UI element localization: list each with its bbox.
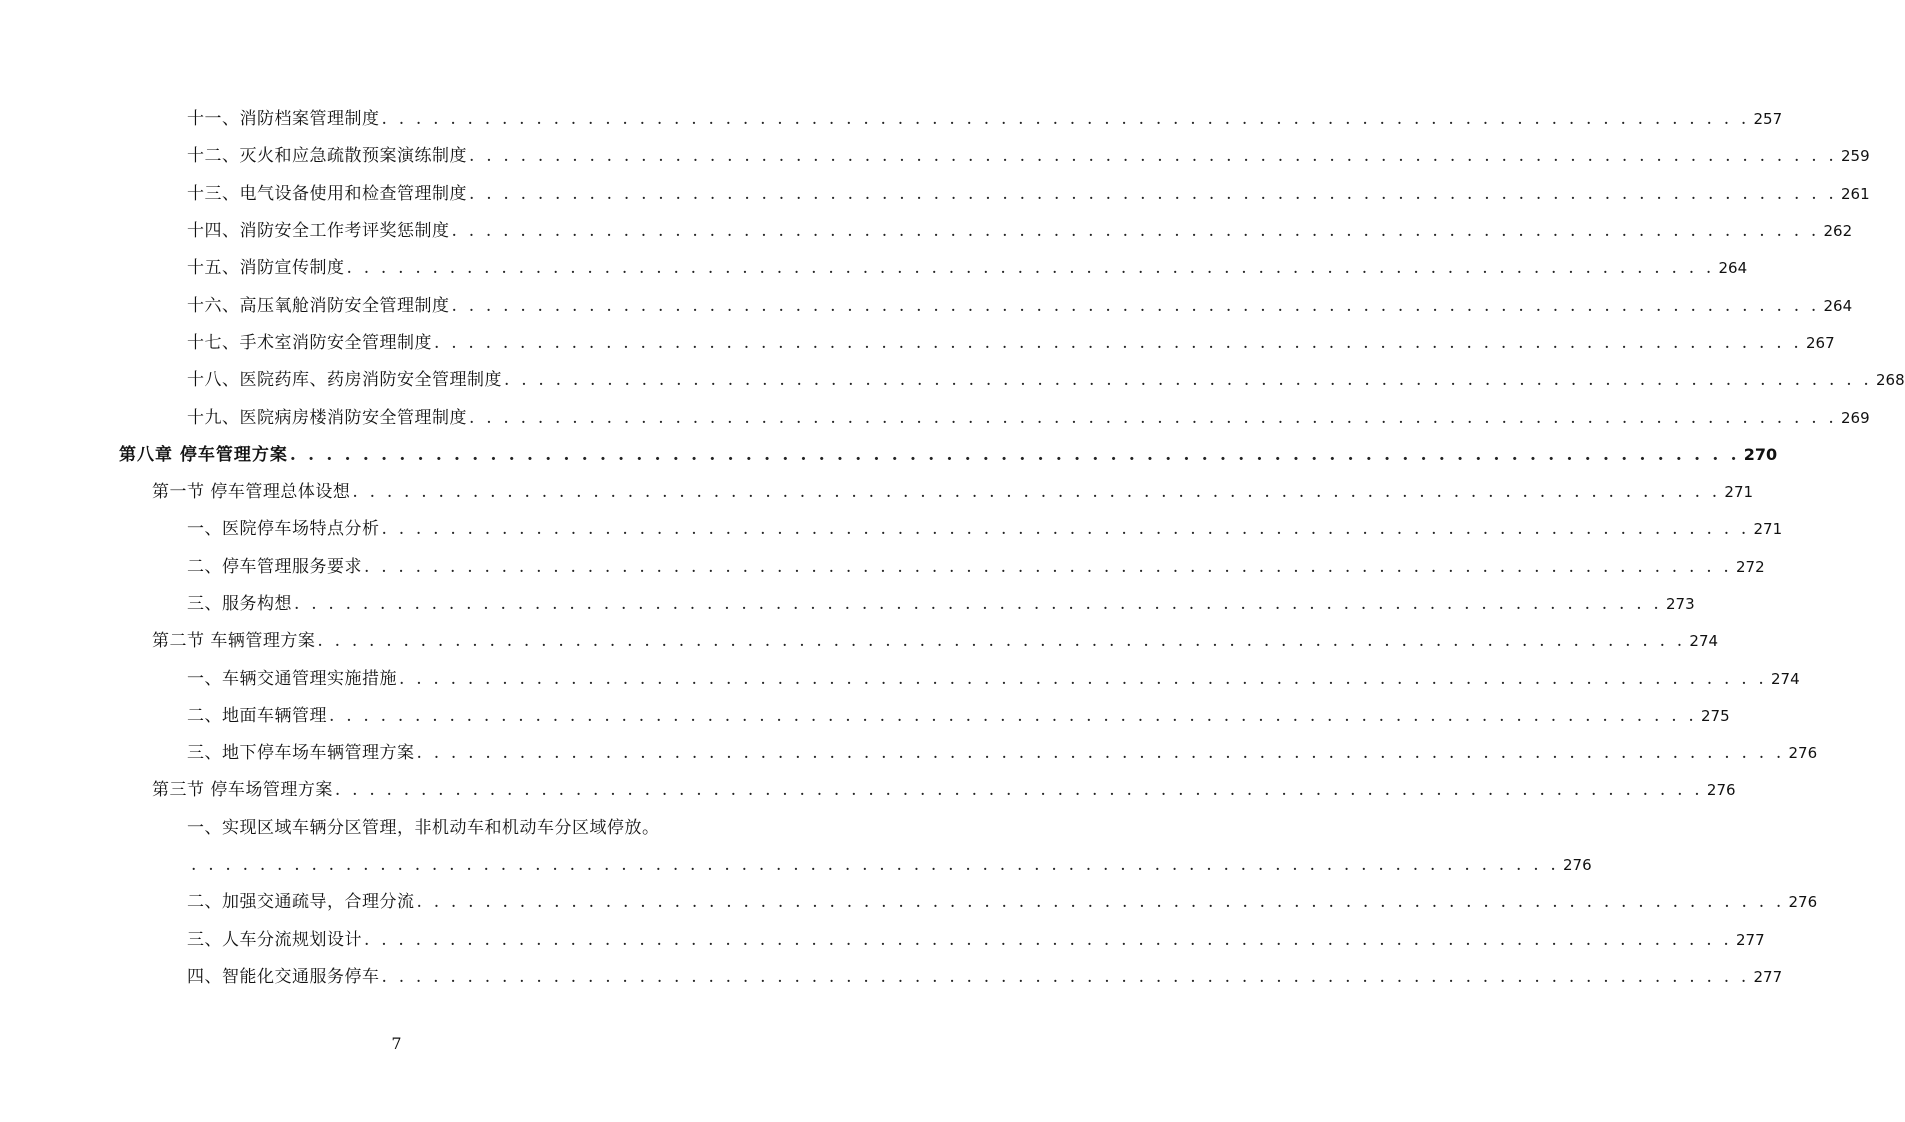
- toc-page-number: 276: [1563, 856, 1592, 875]
- toc-page-number: 268: [1876, 371, 1905, 390]
- toc-dot-leader: . . . . . . . . . . . . . . . . . . . . . . . . . . . . . . . . . . . . . . . . . . . . . . . . . . . . . . . . . . . . . . . . . . . . . . . . . . . . . . . .: [334, 780, 1703, 801]
- toc-dot-leader: . . . . . . . . . . . . . . . . . . . . . . . . . . . . . . . . . . . . . . . . . . . . . . . . . . . . . . . . . . . . . . . . . . . . . . . . . . . . . . . .: [434, 332, 1803, 353]
- toc-item: [0, 176, 1870, 213]
- toc-entry-title: 一、医院停车场特点分析: [187, 519, 380, 540]
- toc-dot-leader: . . . . . . . . . . . . . . . . . . . . . . . . . . . . . . . . . . . . . . . . . . . . . . . . . . . . . . . . . . . . . . . . . . . . . . . . . . . . . . . .: [352, 482, 1721, 503]
- toc-item: [0, 698, 1730, 735]
- toc-dot-leader: . . . . . . . . . . . . . . . . . . . . . . . . . . . . . . . . . . . . . . . . . . . . . . . . . . . . . . . . . . . . . . . . . . . . . . . . . . . . . . . .: [364, 929, 1733, 950]
- toc-page-number: 273: [1666, 595, 1695, 613]
- toc-entry-title: 第二节 车辆管理方案: [152, 631, 316, 652]
- toc-entry-title: 四、智能化交通服务停车: [187, 966, 380, 987]
- toc-item: [0, 511, 1783, 548]
- toc-page-number: 272: [1736, 557, 1765, 576]
- toc-section: [0, 474, 1754, 511]
- toc-entry-title: 十五、消防宣传制度: [187, 258, 345, 279]
- toc-entry-title: 第八章 停车管理方案: [119, 444, 288, 465]
- toc-dot-leader: . . . . . . . . . . . . . . . . . . . . . . . . . . . . . . . . . . . . . . . . . . . . . . . . . . . . . . . . . . . . . . . . . . . . . . . . . . . . . . . .: [289, 444, 1740, 465]
- toc-dot-leader: . . . . . . . . . . . . . . . . . . . . . . . . . . . . . . . . . . . . . . . . . . . . . . . . . . . . . . . . . . . . . . . . . . . . . . . . . . . . . . . .: [451, 295, 1820, 316]
- toc-entry-title: 三、服务构想: [187, 594, 292, 614]
- toc-page-number: 271: [1753, 520, 1783, 539]
- toc-item: [0, 549, 1765, 586]
- toc-entry-title: 十六、高压氧舱消防安全管理制度: [187, 295, 450, 316]
- toc-page-number: 267: [1806, 333, 1835, 352]
- toc-dot-leader: . . . . . . . . . . . . . . . . . . . . . . . . . . . . . . . . . . . . . . . . . . . . . . . . . . . . . . . . . . . . . . . . . . . . . . . . . . . . . . . .: [469, 183, 1838, 204]
- toc-entry-title: 一、实现区域车辆分区管理，非机动车和机动车分区域停放。: [187, 817, 660, 838]
- toc-continuation: [0, 847, 1592, 884]
- toc-item: [0, 959, 1783, 996]
- toc-entry-title: 第一节 停车管理总体设想: [152, 482, 351, 503]
- toc-page-number: 264: [1823, 296, 1853, 315]
- toc-item: [0, 399, 1870, 436]
- toc-entry-title: 十一、消防档案管理制度: [187, 109, 380, 130]
- toc-entry-title: 十二、灭火和应急疏散预案演练制度: [187, 146, 467, 167]
- toc-dot-leader: . . . . . . . . . . . . . . . . . . . . . . . . . . . . . . . . . . . . . . . . . . . . . . . . . . . . . . . . . . . . . . . . . . . . . . . . . . . . . . . .: [346, 258, 1715, 279]
- toc-item: [0, 362, 1905, 399]
- toc-entry-title: 十三、电气设备使用和检查管理制度: [187, 183, 467, 204]
- toc-item: [0, 287, 1853, 324]
- toc-chapter: [0, 437, 1778, 474]
- toc-page-number: 270: [1743, 445, 1778, 465]
- toc-section: [0, 623, 1719, 660]
- toc-page-number: 276: [1706, 781, 1736, 800]
- toc-dot-leader: . . . . . . . . . . . . . . . . . . . . . . . . . . . . . . . . . . . . . . . . . . . . . . . . . . . . . . . . . . . . . . . . . . . . . . . . . . . . . . . .: [469, 407, 1838, 428]
- toc-dot-leader: . . . . . . . . . . . . . . . . . . . . . . . . . . . . . . . . . . . . . . . . . . . . . . . . . . . . . . . . . . . . . . . . . . . . . . . . . . . . . . . .: [469, 146, 1838, 167]
- toc-dot-leader: . . . . . . . . . . . . . . . . . . . . . . . . . . . . . . . . . . . . . . . . . . . . . . . . . . . . . . . . . . . . . . . . . . . . . . . . . . . . . . . .: [416, 743, 1785, 764]
- toc-dot-leader: . . . . . . . . . . . . . . . . . . . . . . . . . . . . . . . . . . . . . . . . . . . . . . . . . . . . . . . . . . . . . . . . . . . . . . . . . . . . . . . .: [317, 631, 1686, 652]
- toc-entry-title: 第三节 停车场管理方案: [152, 780, 333, 801]
- toc-entry-title: 十四、消防安全工作考评奖惩制度: [187, 221, 450, 242]
- toc-section: [0, 772, 1736, 809]
- toc-dot-leader: . . . . . . . . . . . . . . . . . . . . . . . . . . . . . . . . . . . . . . . . . . . . . . . . . . . . . . . . . . . . . . . . . . . . . . . . . . . . . . . .: [191, 855, 1560, 876]
- toc-item: [0, 735, 1818, 772]
- toc-page-number: 269: [1841, 408, 1870, 427]
- toc-dot-leader: . . . . . . . . . . . . . . . . . . . . . . . . . . . . . . . . . . . . . . . . . . . . . . . . . . . . . . . . . . . . . . . . . . . . . . . . . . . . . . . .: [364, 556, 1733, 577]
- toc-dot-leader: . . . . . . . . . . . . . . . . . . . . . . . . . . . . . . . . . . . . . . . . . . . . . . . . . . . . . . . . . . . . . . . . . . . . . . . . . . . . . . . .: [381, 966, 1750, 987]
- toc-item: [0, 586, 1695, 623]
- toc-item: [0, 810, 793, 847]
- toc-dot-leader: . . . . . . . . . . . . . . . . . . . . . . . . . . . . . . . . . . . . . . . . . . . . . . . . . . . . . . . . . . . . . . . . . . . . . . . . . . . . . . . .: [294, 594, 1663, 614]
- toc-entry-title: 二、停车管理服务要求: [187, 556, 362, 577]
- toc-item: [0, 213, 1853, 250]
- toc-page-number: 277: [1736, 930, 1765, 949]
- toc-page-number: 277: [1753, 967, 1783, 986]
- table-of-contents: [0, 101, 1905, 996]
- toc-item: [0, 325, 1835, 362]
- toc-item: [0, 250, 1748, 287]
- toc-dot-leader: . . . . . . . . . . . . . . . . . . . . . . . . . . . . . . . . . . . . . . . . . . . . . . . . . . . . . . . . . . . . . . . . . . . . . . . . . . . . . . . .: [416, 892, 1785, 913]
- toc-dot-leader: . . . . . . . . . . . . . . . . . . . . . . . . . . . . . . . . . . . . . . . . . . . . . . . . . . . . . . . . . . . . . . . . . . . . . . . . . . . . . . . .: [381, 109, 1750, 130]
- toc-page-number: 264: [1718, 259, 1748, 278]
- toc-page-number: 274: [1771, 669, 1800, 688]
- toc-page-number: 276: [1788, 744, 1818, 763]
- toc-page-number: 262: [1823, 222, 1853, 241]
- toc-page-number: 257: [1753, 110, 1783, 129]
- toc-entry-title: 十七、手术室消防安全管理制度: [187, 332, 432, 353]
- toc-entry-title: 一、车辆交通管理实施措施: [187, 668, 397, 689]
- toc-dot-leader: . . . . . . . . . . . . . . . . . . . . . . . . . . . . . . . . . . . . . . . . . . . . . . . . . . . . . . . . . . . . . . . . . . . . . . . . . . . . . . . .: [381, 519, 1750, 540]
- toc-dot-leader: . . . . . . . . . . . . . . . . . . . . . . . . . . . . . . . . . . . . . . . . . . . . . . . . . . . . . . . . . . . . . . . . . . . . . . . . . . . . . . . .: [451, 221, 1820, 242]
- toc-entry-title: 二、地面车辆管理: [187, 705, 327, 726]
- toc-item: [0, 884, 1818, 921]
- toc-dot-leader: . . . . . . . . . . . . . . . . . . . . . . . . . . . . . . . . . . . . . . . . . . . . . . . . . . . . . . . . . . . . . . . . . . . . . . . . . . . . . . . .: [504, 370, 1873, 391]
- toc-page-number: 271: [1724, 483, 1754, 502]
- toc-page-number: 276: [1788, 893, 1818, 912]
- toc-entry-title: 三、地下停车场车辆管理方案: [187, 743, 415, 764]
- toc-item: [0, 922, 1765, 959]
- toc-page-number: 259: [1841, 147, 1870, 166]
- toc-item: [0, 660, 1800, 697]
- toc-entry-title: 十九、医院病房楼消防安全管理制度: [187, 407, 467, 428]
- toc-entry-title: 十八、医院药库、药房消防安全管理制度: [187, 370, 502, 391]
- toc-dot-leader: . . . . . . . . . . . . . . . . . . . . . . . . . . . . . . . . . . . . . . . . . . . . . . . . . . . . . . . . . . . . . . . . . . . . . . . . . . . . . . . .: [399, 668, 1768, 689]
- toc-page-number: 275: [1701, 706, 1730, 725]
- toc-item: [0, 101, 1783, 138]
- page-number-footer: 7: [391, 1034, 402, 1053]
- toc-item: [0, 138, 1870, 175]
- toc-page-number: 261: [1841, 184, 1870, 203]
- toc-entry-title: 二、加强交通疏导，合理分流: [187, 892, 415, 913]
- toc-entry-title: 三、人车分流规划设计: [187, 929, 362, 950]
- toc-dot-leader: . . . . . . . . . . . . . . . . . . . . . . . . . . . . . . . . . . . . . . . . . . . . . . . . . . . . . . . . . . . . . . . . . . . . . . . . . . . . . . . .: [329, 705, 1698, 726]
- toc-page-number: 274: [1689, 632, 1719, 651]
